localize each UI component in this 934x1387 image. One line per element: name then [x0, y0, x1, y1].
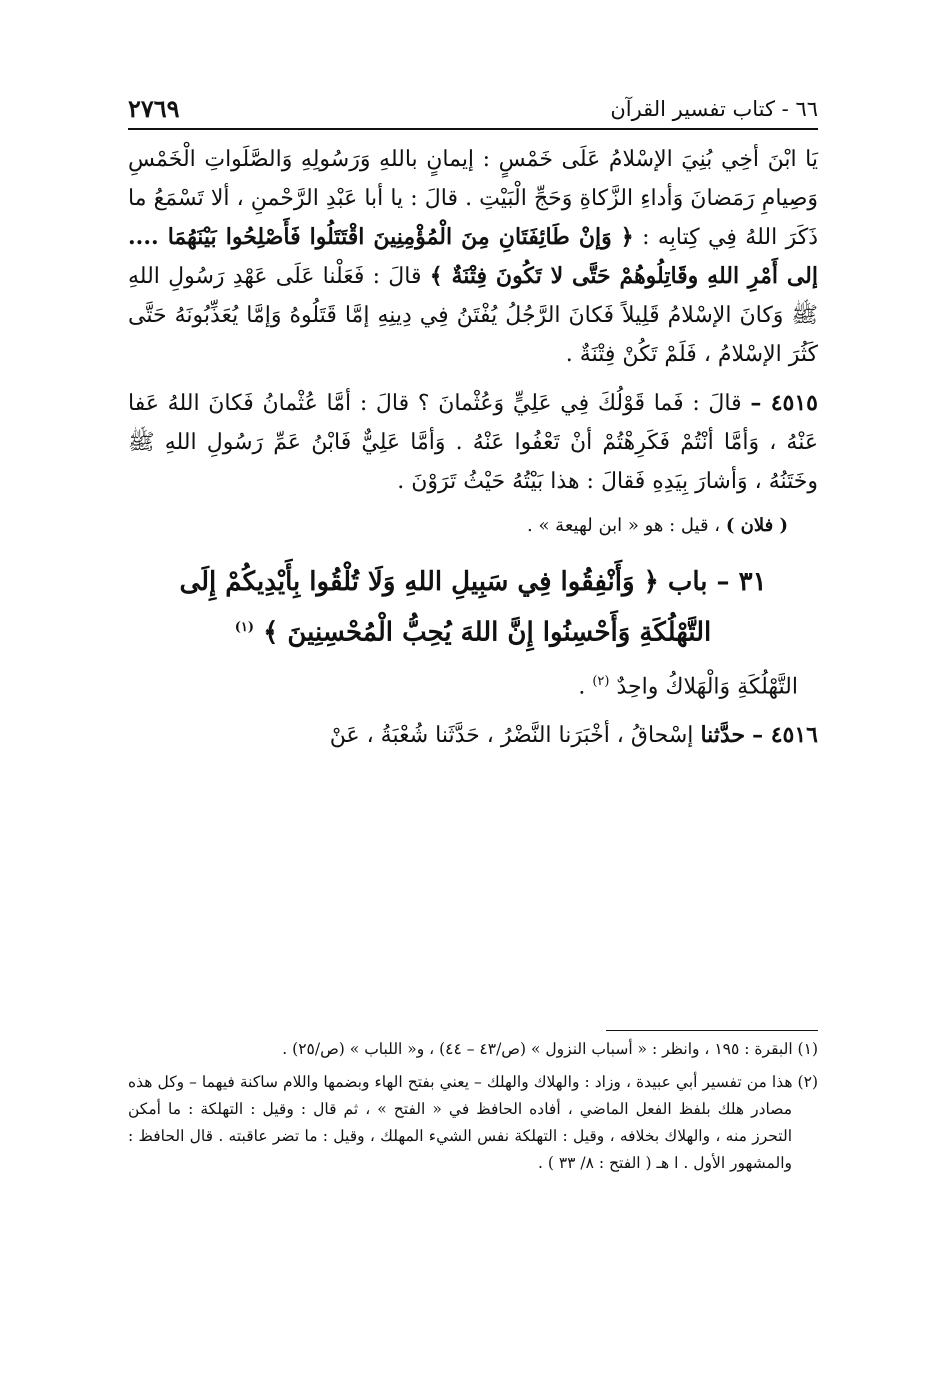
explanatory-note: [128, 511, 788, 541]
hadith-text: يَا ابْنَ أخِي بُنِيَ الإسْلامُ عَلَى خَمْسٍ : إيمانٍ باللهِ وَرَسُولِهِ وَالصَّلَواتِ الْخَمْسِ وَصِيامِ رَمَضانَ وَأداءِ الزَّكاةِ وَحَجِّ الْبَيْتِ . قالَ : يا أبا عَبْدِ الرَّحْمنِ ، ألا تَسْمَعُ ما ذَكَرَ اللهُ فِي كِتابِه :: [128, 147, 818, 250]
main-text: [128, 140, 818, 765]
page-number: ٢٧٦٩: [128, 94, 180, 123]
footnote-ref: (٢): [592, 673, 610, 689]
hadith-number: ٤٥١٥ –: [750, 390, 818, 416]
hadith-opening: حدَّثنا: [700, 721, 746, 748]
chapter-explanation-text: التَّهْلُكَةِ وَالْهَلاكُ واحِدٌ: [616, 673, 798, 699]
running-title: ٦٦ - كتاب تفسير القرآن: [610, 97, 818, 121]
hadith-text: قالَ : فَما قَوْلُكَ فِي عَلِيٍّ وَعُثْمانَ ؟ قالَ : أمَّا عُثْمانُ فَكانَ اللهُ عَفا عَنْهُ ، وَأمَّا أنْتُمْ فَكَرِهْتُمْ أنْ تَعْفُوا عَنْهُ . وَأمَّا عَلِيٌّ فَابْنُ عَمِّ رَسُولِ اللهِ ﷺ وخَتَنُهُ ، وَأشارَ بِيَدِهِ فَقالَ : هذا بَيْتُهُ حَيْثُ تَرَوْنَ .: [128, 391, 818, 494]
chapter-explanation: [128, 662, 798, 706]
page-header: [128, 92, 818, 126]
header-rule: [128, 128, 818, 130]
footnote: (١) البقرة : ١٩٥ ، وانظر : « أسباب النزول » (ص/٤٣ – ٤٤) ، و« اللباب » (ص/٢٥) .: [282, 1040, 818, 1058]
chapter-explanation-end: .: [578, 673, 586, 699]
note-text: ، قيل : هو « ابن لهيعة » .: [527, 515, 721, 536]
footnote: (٢) هذا من تفسير أبي عبيدة ، وزاد : والهلاك والهلك – يعني بفتح الهاء وبضمها واللام ساكنة فيهما – وكل هذه مصادر هلك بلفظ الفعل الماضي ، أفاده الحافظ في « الفتح » ، ثم قال : وقيل : التهلكة : ما أمكن التحرز منه ، والهلاك بخلافه ، وقيل : التهلكة نفس الشيء المهلك ، وقيل : ما تضر عاقبته . قال الحافظ : والمشهور الأول . ا هـ ( الفتح : ٨/ ٣٣ ) .: [128, 1073, 818, 1172]
note-term: ( فلان ): [725, 515, 788, 536]
hadith-text: إسْحاقُ ، أخْبَرَنا النَّضْرُ ، حَدَّثَنا شُعْبَةُ ، عَنْ: [329, 722, 694, 748]
chapter-title: ٣١ – باب ﴿ وَأَنْفِقُوا فِي سَبِيلِ اللهِ وَلَا تُلْقُوا بِأَيْدِيكُمْ إِلَى التَّهْلُكَةِ وَأَحْسِنُوا إِنَّ اللهَ يُحِبُّ الْمُحْسِنِينَ ﴾: [179, 567, 767, 648]
hadith-number: ٤٥١٦ –: [752, 721, 818, 748]
hadith-4515: [128, 384, 818, 501]
hadith-4516: [128, 716, 818, 755]
footnote-ref: (١): [234, 620, 255, 635]
paragraph-hadith-continuation: [128, 140, 818, 374]
footnotes: [128, 1036, 818, 1183]
quran-verse: ﴿ وَإنْ طَائِفَتَانِ مِنَ الْمُؤْمِنِينَ اقْتَتَلُوا فَأَصْلِحُوا بَيْنَهُمَا .... إلى أَمْرِ اللهِ وقَاتِلُوهُمْ حَتَّى لا تَكُونَ فِتْنَةٌ ﴾: [128, 224, 818, 289]
hadith-text: قالَ : فَعَلْنا عَلَى عَهْدِ رَسُولِ اللهِ ﷺ وَكانَ الإسْلامُ قَلِيلاً فَكانَ الرَّجُلُ يُفْتَنُ فِي دِينِهِ إمَّا قَتَلُوهُ وَإمَّا يُعَذِّبُونَهُ حَتَّى كَثُرَ الإسْلامُ ، فَلَمْ تَكُنْ فِتْنَةٌ .: [128, 264, 818, 367]
chapter-heading: [128, 559, 818, 656]
footnote-rule: [606, 1030, 818, 1031]
